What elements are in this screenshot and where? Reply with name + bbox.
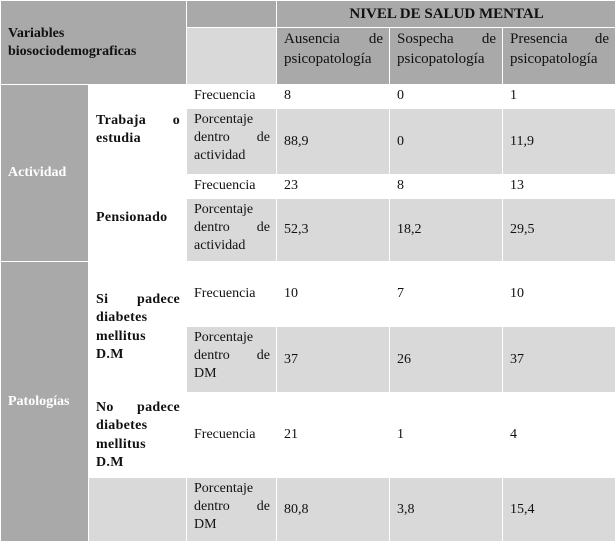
- cell-value: 1: [390, 393, 503, 478]
- cell-value: 18,2: [390, 199, 503, 262]
- variables-header-line1: Variables: [8, 25, 65, 41]
- subgroup-si-dm: [89, 262, 187, 393]
- subgroup-trabaja: [89, 85, 187, 175]
- cell-value: 10: [277, 262, 390, 327]
- cell-value: 37: [503, 327, 616, 393]
- table-row: [1, 478, 616, 542]
- label-frecuencia: Frecuencia: [187, 175, 277, 199]
- subgroup-trabaja-line1: Trabaja o: [96, 112, 181, 128]
- cell-value: 21: [277, 393, 390, 478]
- col-presencia-line2: psicopatología: [510, 50, 598, 67]
- label-pct-line1: Porcentaje: [194, 330, 254, 345]
- subgroup-si-line3: mellitus: [96, 328, 146, 344]
- col-presencia-line1: Presencia de: [510, 31, 610, 47]
- cell-value: 52,3: [277, 199, 390, 262]
- label-frecuencia: Frecuencia: [187, 85, 277, 109]
- subgroup-no-dm: [89, 393, 187, 478]
- cell-value: 1: [503, 85, 616, 109]
- col-header-ausencia: [277, 28, 390, 85]
- label-pct-line3: actividad: [194, 148, 246, 164]
- cell-value: 8: [390, 175, 503, 199]
- col-header-presencia: [503, 28, 616, 85]
- subgroup-blank: [89, 478, 187, 542]
- cell-value: 3,8: [390, 478, 503, 542]
- label-pct-line1: Porcentaje: [194, 202, 254, 217]
- label-frecuencia: Frecuencia: [187, 393, 277, 478]
- label-pct-line1: Porcentaje: [194, 112, 254, 127]
- subgroup-no-line1: No padece: [96, 400, 181, 416]
- cell-value: 10: [503, 262, 616, 327]
- table-row: [1, 175, 616, 199]
- subgroup-si-line4: D.M: [96, 346, 124, 362]
- col-sospecha-line2: psicopatología: [397, 50, 485, 67]
- subgroup-no-line2: diabetes: [96, 418, 148, 434]
- cell-value: 0: [390, 109, 503, 175]
- cell-value: 11,9: [503, 109, 616, 175]
- subgroup-si-line1: Si padece: [96, 292, 181, 308]
- label-pct-line3: DM: [194, 517, 217, 533]
- label-pct-line2: dentro de: [194, 499, 271, 515]
- col-header-sospecha: [390, 28, 503, 85]
- label-frecuencia: Frecuencia: [187, 262, 277, 327]
- label-pct-line3: actividad: [194, 238, 246, 254]
- cell-value: 15,4: [503, 478, 616, 542]
- header-blank: [187, 28, 277, 85]
- variables-header-line2: biosociodemograficas: [8, 44, 137, 59]
- cell-value: 13: [503, 175, 616, 199]
- label-pct-line3: DM: [194, 366, 217, 382]
- col-sospecha-line1: Sospecha de: [397, 31, 497, 47]
- label-pct-line1: Porcentaje: [194, 481, 254, 496]
- label-porcentaje: [187, 109, 277, 175]
- group-actividad: Actividad: [1, 85, 89, 262]
- cell-value: 23: [277, 175, 390, 199]
- label-pct-line2: dentro de: [194, 348, 271, 364]
- header-blank-top: [187, 1, 277, 28]
- table-row: [1, 85, 616, 109]
- cell-value: 29,5: [503, 199, 616, 262]
- cell-value: 37: [277, 327, 390, 393]
- cell-value: 80,8: [277, 478, 390, 542]
- nivel-header: NIVEL DE SALUD MENTAL: [277, 1, 616, 28]
- subgroup-no-line4: D.M: [96, 454, 124, 470]
- label-pct-line2: dentro de: [194, 130, 271, 146]
- subgroup-trabaja-line2: estudia: [96, 131, 141, 146]
- subgroup-no-line3: mellitus: [96, 436, 146, 452]
- cell-value: 0: [390, 85, 503, 109]
- table-row: [1, 393, 616, 478]
- label-porcentaje: [187, 199, 277, 262]
- label-pct-line2: dentro de: [194, 220, 271, 236]
- col-ausencia-line2: psicopatología: [284, 50, 372, 67]
- subgroup-si-line2: diabetes: [96, 310, 148, 326]
- label-porcentaje: [187, 327, 277, 393]
- label-porcentaje: [187, 478, 277, 542]
- cell-value: 7: [390, 262, 503, 327]
- subgroup-pensionado: Pensionado: [89, 175, 187, 262]
- table-row: [1, 262, 616, 327]
- cell-value: 88,9: [277, 109, 390, 175]
- cell-value: 8: [277, 85, 390, 109]
- cell-value: 4: [503, 393, 616, 478]
- col-ausencia-line1: Ausencia de: [284, 31, 384, 47]
- variables-header: [1, 1, 187, 85]
- cell-value: 26: [390, 327, 503, 393]
- group-patologias: Patologías: [1, 262, 89, 542]
